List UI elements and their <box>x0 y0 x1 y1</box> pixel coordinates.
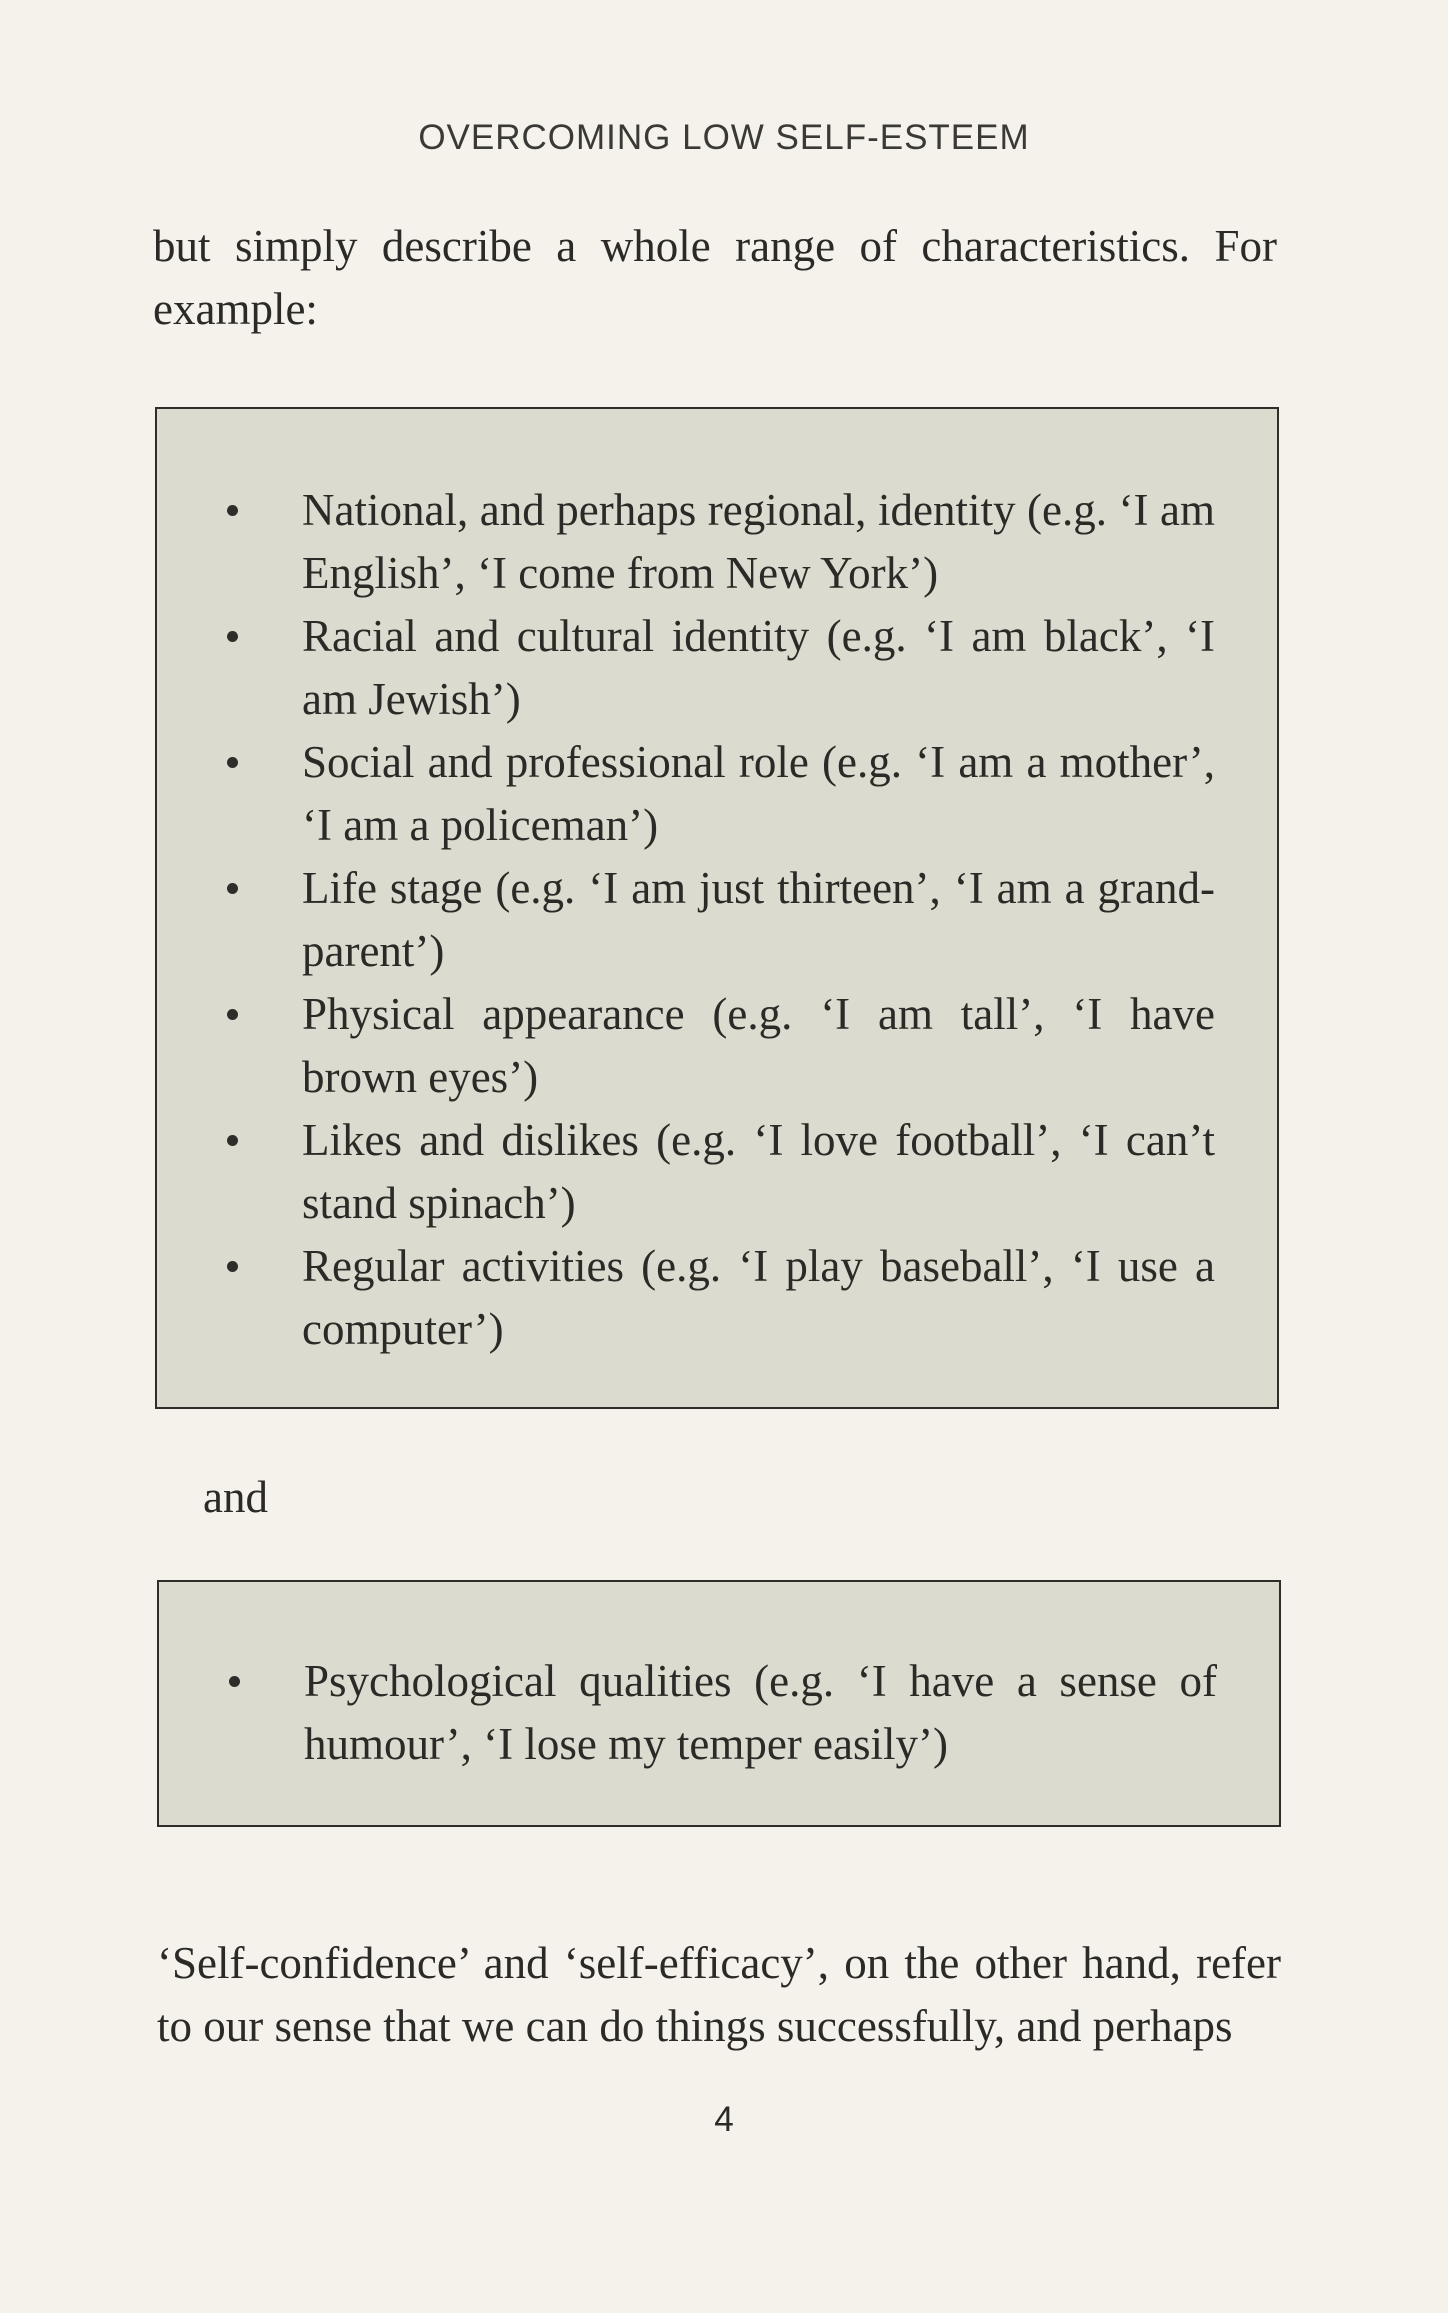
connector-text: and <box>203 1472 268 1522</box>
bullet-icon <box>227 883 238 894</box>
list-item-text: National, and perhaps regional, identity (e.g. ‘I am English’, ‘I come from New York’) <box>302 485 1215 598</box>
psychological-qualities-list <box>159 1650 1279 1776</box>
bullet-icon <box>227 1135 238 1146</box>
list-item-text: Regular activities (e.g. ‘I play baseball’, ‘I use a computer’) <box>302 1241 1215 1354</box>
bullet-icon <box>227 1009 238 1020</box>
list-item <box>157 1109 1277 1235</box>
bullet-icon <box>227 1261 238 1272</box>
bullet-icon <box>227 757 238 768</box>
list-item-text: Racial and cultural identity (e.g. ‘I am black’, ‘I am Jewish’) <box>302 611 1215 724</box>
identity-examples-box <box>155 407 1279 1409</box>
intro-paragraph: but simply describe a whole range of characteristics. For example: <box>153 221 1277 334</box>
list-item-text: Psychological qualities (e.g. ‘I have a sense of humour’, ‘I lose my temper easily’) <box>304 1656 1217 1769</box>
list-item <box>157 479 1277 605</box>
bullet-icon <box>227 631 238 642</box>
list-item <box>157 605 1277 731</box>
running-head: OVERCOMING LOW SELF-ESTEEM <box>418 118 1030 157</box>
list-item-text: Likes and dislikes (e.g. ‘I love football’, ‘I can’t stand spinach’) <box>302 1115 1215 1228</box>
list-item-text: Social and professional role (e.g. ‘I am a mother’, ‘I am a policeman’) <box>302 737 1215 850</box>
page-number: 4 <box>714 2100 734 2139</box>
list-item-text: Physical appearance (e.g. ‘I am tall’, ‘I have brown eyes’) <box>302 989 1215 1102</box>
identity-examples-list <box>157 479 1277 1361</box>
list-item <box>157 857 1277 983</box>
outro-paragraph: ‘Self-confidence’ and ‘self-efficacy’, on the other hand, refer to our sense that we can do things successfully, and perhaps <box>157 1938 1281 2051</box>
list-item <box>159 1650 1279 1776</box>
list-item-text: Life stage (e.g. ‘I am just thirteen’, ‘I am a grand-parent’) <box>302 863 1215 976</box>
list-item <box>157 983 1277 1109</box>
bullet-icon <box>229 1676 240 1687</box>
bullet-icon <box>227 505 238 516</box>
list-item <box>157 731 1277 857</box>
list-item <box>157 1235 1277 1361</box>
psychological-qualities-box <box>157 1580 1281 1827</box>
